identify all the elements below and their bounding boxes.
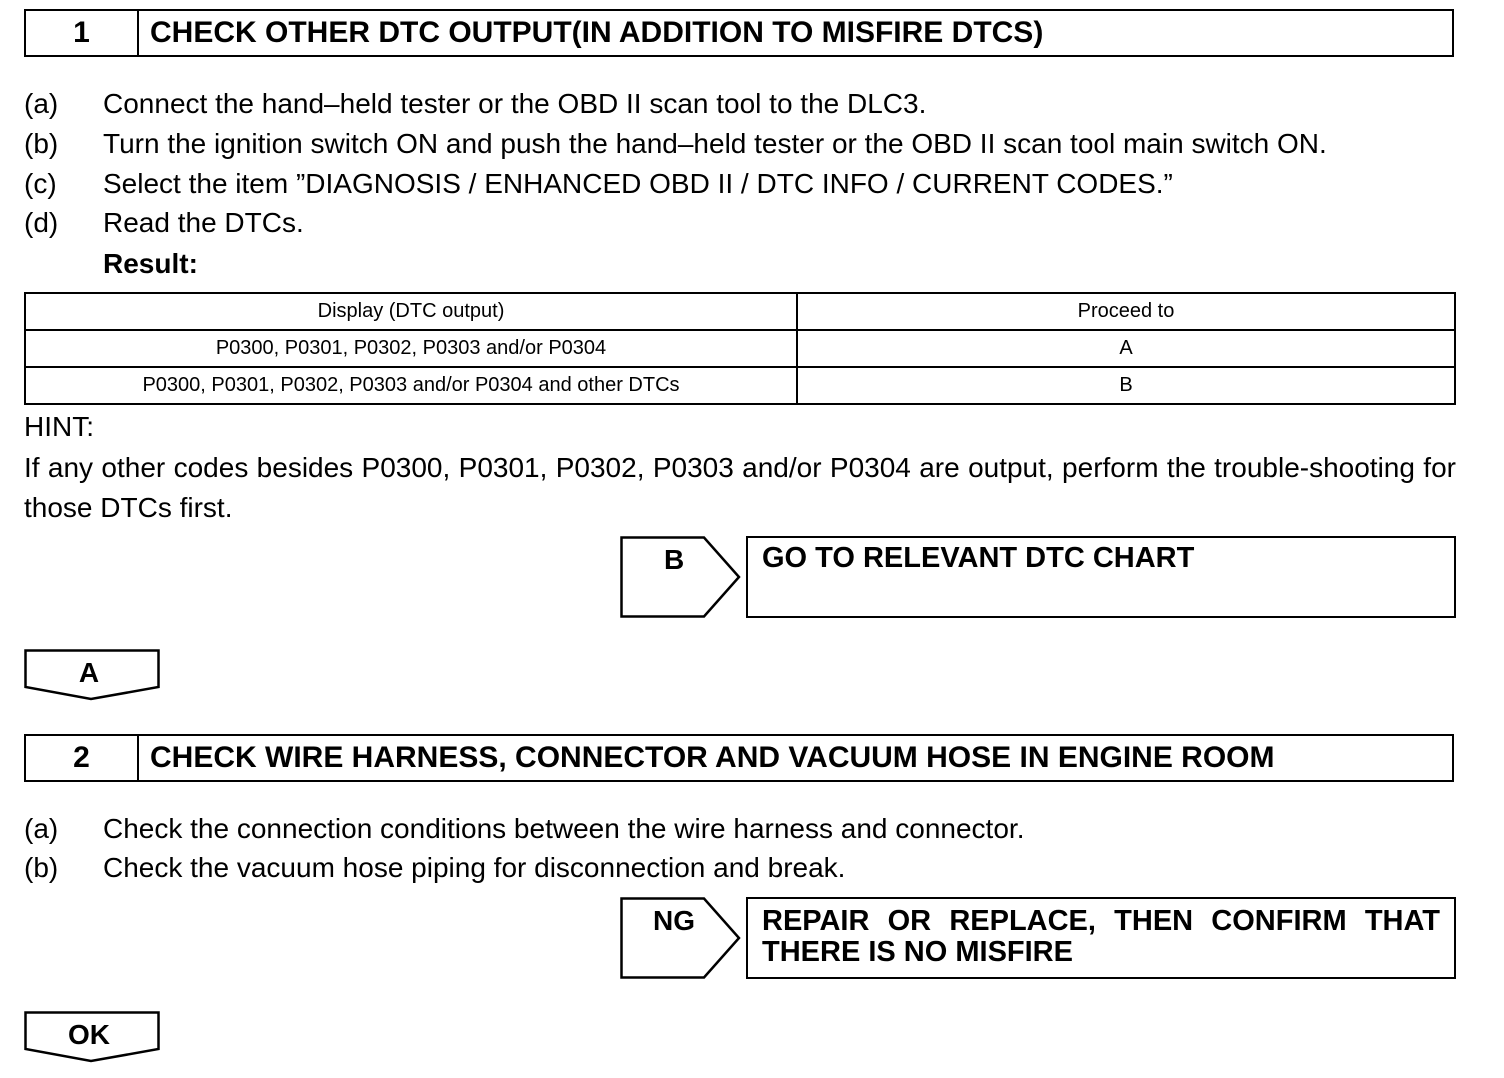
instruction-label: (d) <box>24 207 59 238</box>
instruction-label: (b) <box>24 852 59 883</box>
next-ok-tag <box>24 1011 160 1063</box>
instruction-text: Check the connection conditions between the wire harness and connector. <box>103 813 1025 844</box>
next-ok-label: OK <box>68 1019 110 1050</box>
step-1-title: CHECK OTHER DTC OUTPUT(IN ADDITION TO MISFIRE DTCS) <box>150 16 1044 49</box>
step-2-title: CHECK WIRE HARNESS, CONNECTOR AND VACUUM HOSE IN ENGINE ROOM <box>150 741 1275 774</box>
branch-ng-action <box>746 897 1456 979</box>
step-2-number: 2 <box>26 736 139 780</box>
table-cell: B <box>797 367 1455 404</box>
instruction-label: (a) <box>24 88 59 119</box>
instruction-text: Turn the ignition switch ON and push the hand–held tester or the OBD II scan tool main switch ON. <box>103 128 1327 159</box>
branch-ng-label: NG <box>653 905 695 936</box>
instruction-label: (a) <box>24 813 59 844</box>
branch-ng-action-line2: THERE IS NO MISFIRE <box>762 936 1073 968</box>
step-1-header <box>24 9 1454 57</box>
branch-b-action-text: GO TO RELEVANT DTC CHART <box>762 542 1195 574</box>
instruction-text: Select the item ”DIAGNOSIS / ENHANCED OBD II / DTC INFO / CURRENT CODES.” <box>103 168 1173 199</box>
next-a-label: A <box>78 657 100 688</box>
table-header-row <box>25 293 1455 330</box>
instruction-text: Connect the hand–held tester or the OBD II scan tool to the DLC3. <box>103 88 927 119</box>
branch-ng-tag <box>620 897 744 981</box>
instruction-text: Check the vacuum hose piping for disconnection and break. <box>103 852 846 883</box>
table-cell: P0300, P0301, P0302, P0303 and/or P0304 and other DTCs <box>25 367 797 404</box>
result-label: Result: <box>103 248 198 279</box>
branch-b-label: B <box>664 544 685 575</box>
instruction-label: (b) <box>24 128 59 159</box>
step-2-header <box>24 734 1454 782</box>
table-row <box>25 367 1455 404</box>
branch-b-tag <box>620 536 744 620</box>
table-header: Proceed to <box>797 293 1455 330</box>
instruction-text: Read the DTCs. <box>103 207 304 238</box>
table-row <box>25 330 1455 367</box>
next-a-tag <box>24 649 160 701</box>
result-table <box>24 292 1456 405</box>
hint-text: If any other codes besides P0300, P0301, P0302, P0303 and/or P0304 are output, perform the trouble-shooting for those DTCs first. <box>24 452 1456 523</box>
hint-label: HINT: <box>24 411 94 442</box>
table-cell: P0300, P0301, P0302, P0303 and/or P0304 <box>25 330 797 367</box>
branch-ng-action-line1: REPAIR OR REPLACE, THEN CONFIRM THAT <box>762 905 1440 937</box>
table-cell: A <box>797 330 1455 367</box>
table-header: Display (DTC output) <box>25 293 797 330</box>
instruction-label: (c) <box>24 168 57 199</box>
step-1-number: 1 <box>26 11 139 55</box>
branch-b-action <box>746 536 1456 618</box>
